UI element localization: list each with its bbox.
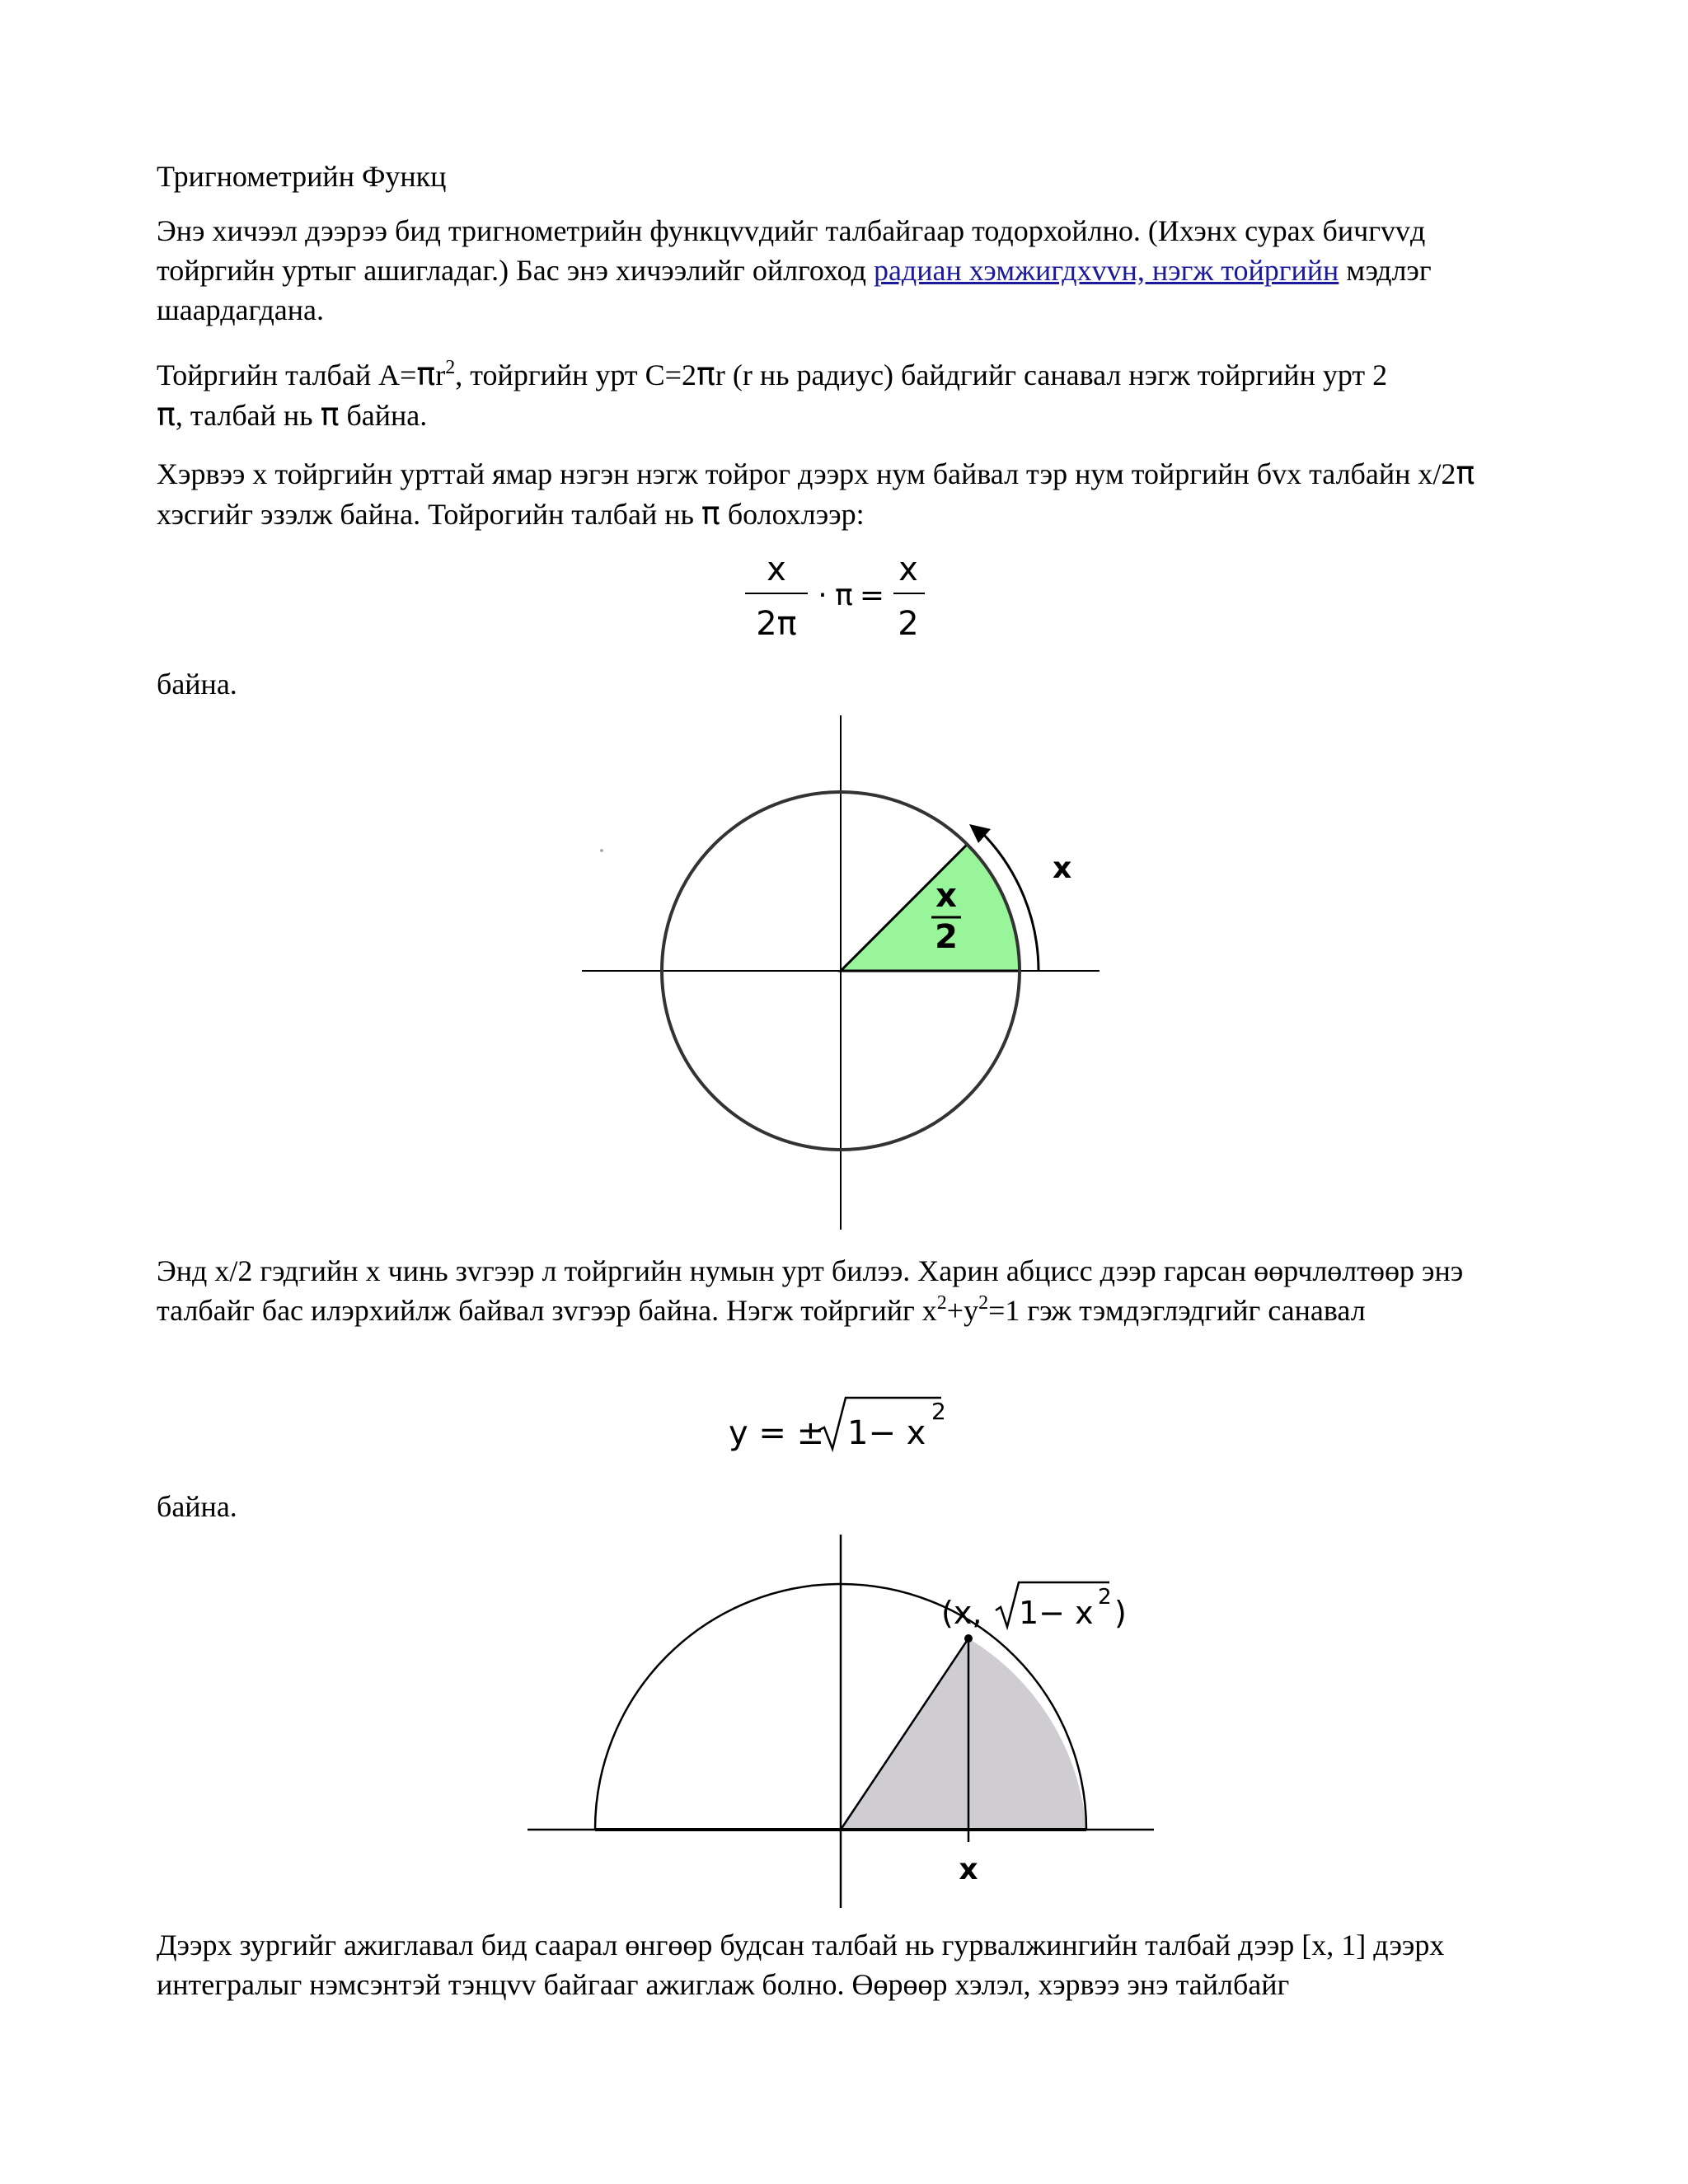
pi-symbol: π: [157, 396, 176, 433]
text-run: Энд x/2 гэдгийн x чинь зvгээр л тойргийн нумын урт билээ. Харин абцисс дээр гарсан өөрчлөлтөөр энэ талбайг бас илэрхийлж байвал зvгээр байна. Нэгж тойргийг x: [157, 1254, 1464, 1327]
text-run: Хэрвээ x тойргийн урттай ямар нэгэн нэгж тойрог дээрх нум байвал тэр нум тойргийн бvх талбайн x/2: [157, 457, 1456, 490]
text-run: , талбай нь: [175, 399, 321, 432]
text-run: болохлээр:: [720, 498, 865, 531]
shaded-region: [841, 1638, 1086, 1830]
pi-symbol: π: [320, 396, 340, 433]
stray-dot: [600, 849, 603, 852]
formula-lhs: y = ±: [729, 1414, 825, 1452]
pi-symbol: π: [696, 356, 715, 392]
sector-area-numerator: x: [935, 877, 957, 915]
superscript: 2: [978, 1292, 989, 1314]
bayna-text-1: байна.: [157, 668, 237, 701]
formula-radicand: 1− x: [847, 1414, 926, 1452]
point-label-radicand: 1− x: [1019, 1595, 1094, 1631]
text-run: , тойргийн урт C=2: [455, 359, 696, 391]
sector-fill: [841, 845, 1020, 971]
text-run: хэсгийг эзэлж байна. Тойрогийн талбай нь: [157, 498, 701, 531]
text-run: r: [435, 359, 446, 391]
sector-area-denominator: 2: [935, 918, 958, 956]
prerequisite-link[interactable]: радиан хэмжигдхvvн, нэгж тойргийн: [873, 254, 1339, 287]
formula-equals: =: [859, 579, 885, 612]
formula-numerator-1: x: [767, 551, 786, 588]
intro-text-end: мэдлэг шаардагдана.: [157, 254, 1432, 326]
arc-length-label: x: [1053, 851, 1072, 885]
pi-symbol: π: [701, 495, 720, 532]
intro-text: Энэ хичээл дээрээ бид тригнометрийн функцvvдийг талбайгаар тодорхойлно. (Ихэнх сурах бичгvvд тойргийн уртыг ашигладаг.) Бас энэ хичээлийг ойлгоход: [157, 214, 1426, 287]
formula-denominator-2: 2: [898, 605, 919, 643]
sector-area-formula: [734, 546, 940, 653]
text-run: r (r нь радиус) байдгийг санавал нэгж тойргийн урт 2: [715, 359, 1388, 391]
text-run: +y: [946, 1294, 979, 1327]
page-title: Тригнометрийн Функц: [157, 160, 447, 193]
pi-symbol: π: [1456, 455, 1475, 491]
x-position-label: x: [959, 1853, 978, 1886]
formula-numerator-2: x: [898, 551, 918, 588]
integral-paragraph: Дээрх зургийг ажиглавал бид саарал өнгөөр будсан талбай нь гурвалжингийн талбай дээр [x, 1] дээрх интегралыг нэмсэнтэй тэнцvv байгааг ажиглаж болно. Өөрөөр хэлэл, хэрвээ энэ тайлбайг: [157, 1929, 1445, 2001]
formula-pi: π: [835, 579, 853, 612]
superscript: 2: [445, 357, 456, 378]
unit-circle-sector-figure: [569, 709, 1113, 1236]
point-label-close: ): [1114, 1595, 1127, 1631]
text-run: байна.: [339, 399, 428, 432]
formula-superscript: 2: [931, 1398, 946, 1425]
point-label-open: (x,: [941, 1595, 982, 1631]
superscript: 2: [936, 1292, 947, 1314]
abscissa-paragraph: [157, 1251, 1558, 1330]
formula-denominator-1: 2π: [756, 605, 797, 643]
circle-facts-paragraph: [157, 354, 1558, 435]
pi-symbol: π: [416, 356, 436, 392]
formula-dot: ·: [818, 579, 828, 612]
point-on-circle: [964, 1634, 973, 1643]
text-run: =1 гэж тэмдэглэдгийг санавал: [988, 1294, 1366, 1327]
arc-paragraph: [157, 453, 1558, 534]
semicircle-formula: [725, 1391, 956, 1457]
text-run: Тойргийн талбай A=: [157, 359, 417, 391]
semicircle-area-figure: [519, 1525, 1162, 1912]
bayna-text-2: байна.: [157, 1490, 237, 1523]
intro-paragraph: [157, 211, 1550, 330]
point-label-superscript: 2: [1098, 1585, 1112, 1610]
